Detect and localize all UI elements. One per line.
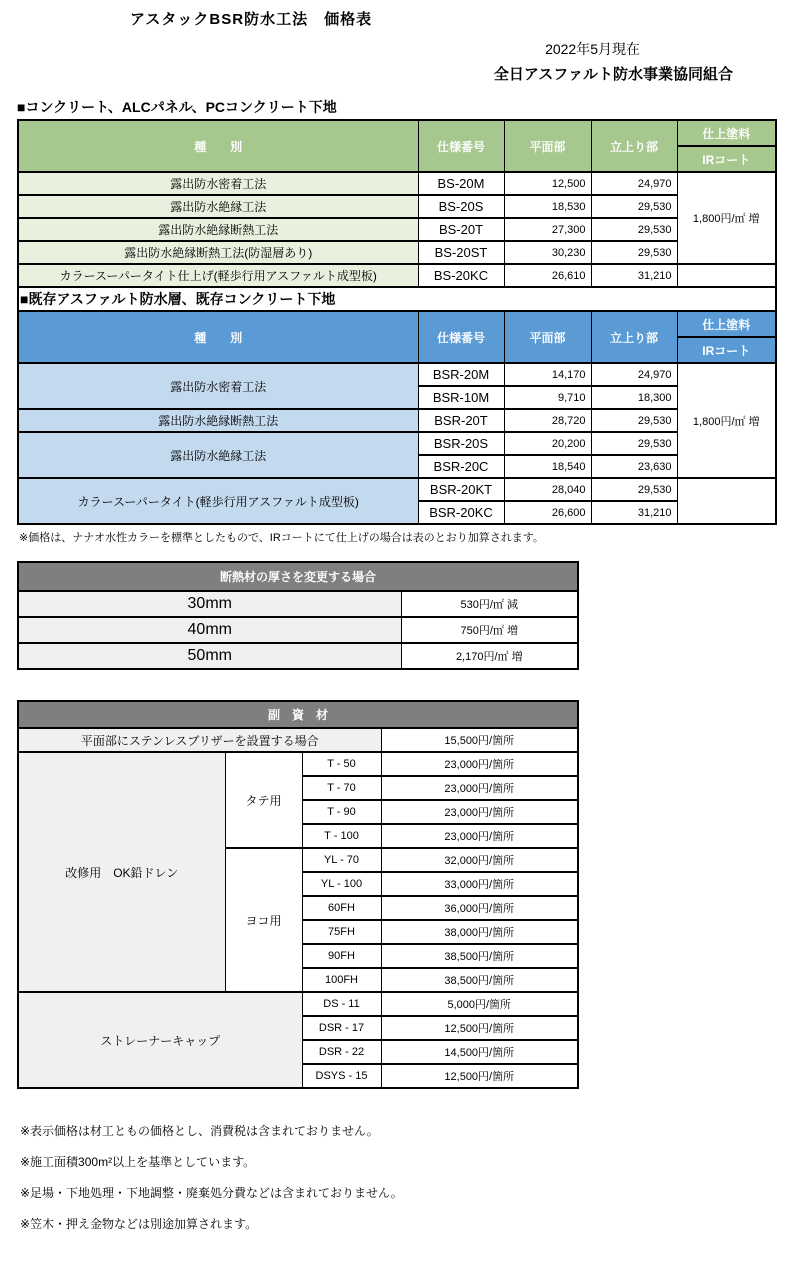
drain-horizontal-label: ヨコ用 <box>225 848 302 992</box>
section2-heading-row <box>18 287 776 311</box>
spec-cell: BS-20KC <box>418 264 504 287</box>
table-row <box>18 728 578 752</box>
submaterials-table <box>17 700 579 1089</box>
footnotes <box>20 1122 795 1232</box>
kind-cell: 露出防水密着工法 <box>18 172 418 195</box>
footnote: ※施工面積300m²以上を基準としています。 <box>20 1155 256 1169</box>
insulation-table <box>17 561 579 670</box>
code-cell: T - 90 <box>302 800 381 824</box>
price-cell: 12,500円/箇所 <box>381 1016 578 1040</box>
price-cell: 36,000円/箇所 <box>381 896 578 920</box>
spec-cell: BS-20T <box>418 218 504 241</box>
code-cell: DSYS - 15 <box>302 1064 381 1088</box>
upright-price-cell: 31,210 <box>591 501 677 524</box>
col-header-flat: 平面部 <box>504 120 591 172</box>
kind-cell: 露出防水密着工法 <box>18 363 418 409</box>
code-cell: DSR - 22 <box>302 1040 381 1064</box>
kind-cell: 露出防水絶縁工法 <box>18 432 418 478</box>
price-cell: 23,000円/箇所 <box>381 752 578 776</box>
price-cell: 38,500円/箇所 <box>381 944 578 968</box>
flat-price-cell: 30,230 <box>504 241 591 264</box>
price-table <box>17 119 777 525</box>
insulation-header-row <box>18 562 578 591</box>
price-cell: 23,000円/箇所 <box>381 800 578 824</box>
table-row <box>18 478 776 501</box>
col-header-spec: 仕様番号 <box>418 120 504 172</box>
col-header-kind: 種 別 <box>18 120 418 172</box>
col-header-flat: 平面部 <box>504 311 591 363</box>
strainer-name-cell: ストレーナーキャップ <box>18 992 302 1088</box>
code-cell: 90FH <box>302 944 381 968</box>
spec-cell: BSR-20KT <box>418 478 504 501</box>
table-row <box>18 241 776 264</box>
upright-price-cell: 29,530 <box>591 478 677 501</box>
date-label: 2022年5月現在 <box>545 41 640 57</box>
price-cell: 14,500円/箇所 <box>381 1040 578 1064</box>
code-cell: 75FH <box>302 920 381 944</box>
thickness-cell: 50mm <box>18 643 401 669</box>
flat-price-cell: 20,200 <box>504 432 591 455</box>
price-cell: 33,000円/箇所 <box>381 872 578 896</box>
spec-cell: BS-20S <box>418 195 504 218</box>
table-row <box>18 591 578 617</box>
price-cell: 2,170円/㎡ 増 <box>401 643 578 669</box>
code-cell: 60FH <box>302 896 381 920</box>
code-cell: YL - 70 <box>302 848 381 872</box>
drain-vertical-label: タテ用 <box>225 752 302 848</box>
kind-cell: 露出防水絶縁工法 <box>18 195 418 218</box>
ir-surcharge-cell: 1,800円/㎡ 増 <box>677 363 776 478</box>
flat-price-cell: 28,720 <box>504 409 591 432</box>
flat-price-cell: 18,540 <box>504 455 591 478</box>
code-cell: T - 50 <box>302 752 381 776</box>
col-header-topcoat: 仕上塗料 <box>677 120 776 146</box>
flat-price-cell: 27,300 <box>504 218 591 241</box>
code-cell: 100FH <box>302 968 381 992</box>
submaterials-heading: 副 資 材 <box>18 701 578 728</box>
page-title: アスタックBSR防水工法 価格表 <box>130 11 373 28</box>
flat-price-cell: 9,710 <box>504 386 591 409</box>
table-row <box>18 992 578 1016</box>
submaterials-header-row <box>18 701 578 728</box>
section1-heading: ■コンクリート、ALCパネル、PCコンクリート下地 <box>17 99 337 115</box>
col-header-kind: 種 別 <box>18 311 418 363</box>
table-row <box>18 643 578 669</box>
upright-price-cell: 29,530 <box>591 195 677 218</box>
table-row <box>18 195 776 218</box>
flat-price-cell: 12,500 <box>504 172 591 195</box>
kind-cell: カラースーパータイト仕上げ(軽歩行用アスファルト成型板) <box>18 264 418 287</box>
upright-price-cell: 31,210 <box>591 264 677 287</box>
col-header-upright: 立上り部 <box>591 120 677 172</box>
kind-cell: 露出防水絶縁断熱工法 <box>18 409 418 432</box>
upright-price-cell: 23,630 <box>591 455 677 478</box>
flat-price-cell: 28,040 <box>504 478 591 501</box>
code-cell: T - 70 <box>302 776 381 800</box>
flat-price-cell: 26,610 <box>504 264 591 287</box>
ir-surcharge-cell: 1,800円/㎡ 増 <box>677 172 776 264</box>
organization-label: 全日アスファルト防水事業協同組合 <box>493 66 733 83</box>
kind-cell: 露出防水絶縁断熱工法 <box>18 218 418 241</box>
table-row <box>18 264 776 287</box>
col-header-spec: 仕様番号 <box>418 311 504 363</box>
thickness-cell: 40mm <box>18 617 401 643</box>
drain-name-cell: 改修用 OK鉛ドレン <box>18 752 225 992</box>
upright-price-cell: 29,530 <box>591 409 677 432</box>
col-header-upright: 立上り部 <box>591 311 677 363</box>
spec-cell: BSR-20M <box>418 363 504 386</box>
footnote: ※表示価格は材工ともの価格とし、消費税は含まれておりません。 <box>20 1124 379 1138</box>
code-cell: DS - 11 <box>302 992 381 1016</box>
spec-cell: BSR-20C <box>418 455 504 478</box>
flat-price-cell: 26,600 <box>504 501 591 524</box>
footnote: ※足場・下地処理・下地調整・廃棄処分費などは含まれておりません。 <box>20 1186 403 1200</box>
spec-cell: BSR-20S <box>418 432 504 455</box>
upright-price-cell: 29,530 <box>591 218 677 241</box>
flat-price-cell: 14,170 <box>504 363 591 386</box>
kind-cell: カラースーパータイト(軽歩行用アスファルト成型板) <box>18 478 418 524</box>
code-cell: DSR - 17 <box>302 1016 381 1040</box>
col-header-ircoat: IRコート <box>677 337 776 363</box>
code-cell: YL - 100 <box>302 872 381 896</box>
table-row <box>18 617 578 643</box>
table-row <box>18 218 776 241</box>
table2-header-row <box>18 311 776 337</box>
price-cell: 15,500円/箇所 <box>381 728 578 752</box>
spec-cell: BSR-20T <box>418 409 504 432</box>
spec-cell: BSR-10M <box>418 386 504 409</box>
col-header-ircoat: IRコート <box>677 146 776 172</box>
price-note: ※価格は、ナナオ水性カラーを標準としたもので、IRコートにて仕上げの場合は表のとおり加算されます。 <box>19 532 544 544</box>
section2-heading: ■既存アスファルト防水層、既存コンクリート下地 <box>18 287 776 311</box>
price-cell: 12,500円/箇所 <box>381 1064 578 1088</box>
price-cell: 530円/㎡ 減 <box>401 591 578 617</box>
price-cell: 38,000円/箇所 <box>381 920 578 944</box>
table-row <box>18 752 578 776</box>
footnote: ※笠木・押え金物などは別途加算されます。 <box>20 1217 258 1231</box>
price-cell: 32,000円/箇所 <box>381 848 578 872</box>
price-cell: 23,000円/箇所 <box>381 776 578 800</box>
thickness-cell: 30mm <box>18 591 401 617</box>
breather-name-cell: 平面部にステンレスブリザーを設置する場合 <box>18 728 381 752</box>
price-cell: 38,500円/箇所 <box>381 968 578 992</box>
insulation-heading: 断熱材の厚さを変更する場合 <box>18 562 578 591</box>
spec-cell: BS-20M <box>418 172 504 195</box>
table-row <box>18 172 776 195</box>
flat-price-cell: 18,530 <box>504 195 591 218</box>
table-row <box>18 363 776 386</box>
ir-empty-cell <box>677 264 776 287</box>
price-cell: 5,000円/箇所 <box>381 992 578 1016</box>
ir-empty-cell <box>677 478 776 524</box>
upright-price-cell: 29,530 <box>591 241 677 264</box>
table-row <box>18 409 776 432</box>
col-header-topcoat: 仕上塗料 <box>677 311 776 337</box>
upright-price-cell: 24,970 <box>591 172 677 195</box>
upright-price-cell: 24,970 <box>591 363 677 386</box>
spec-cell: BSR-20KC <box>418 501 504 524</box>
price-cell: 750円/㎡ 増 <box>401 617 578 643</box>
upright-price-cell: 29,530 <box>591 432 677 455</box>
price-cell: 23,000円/箇所 <box>381 824 578 848</box>
spec-cell: BS-20ST <box>418 241 504 264</box>
table1-header-row <box>18 120 776 146</box>
kind-cell: 露出防水絶縁断熱工法(防湿層あり) <box>18 241 418 264</box>
upright-price-cell: 18,300 <box>591 386 677 409</box>
code-cell: T - 100 <box>302 824 381 848</box>
table-row <box>18 432 776 455</box>
